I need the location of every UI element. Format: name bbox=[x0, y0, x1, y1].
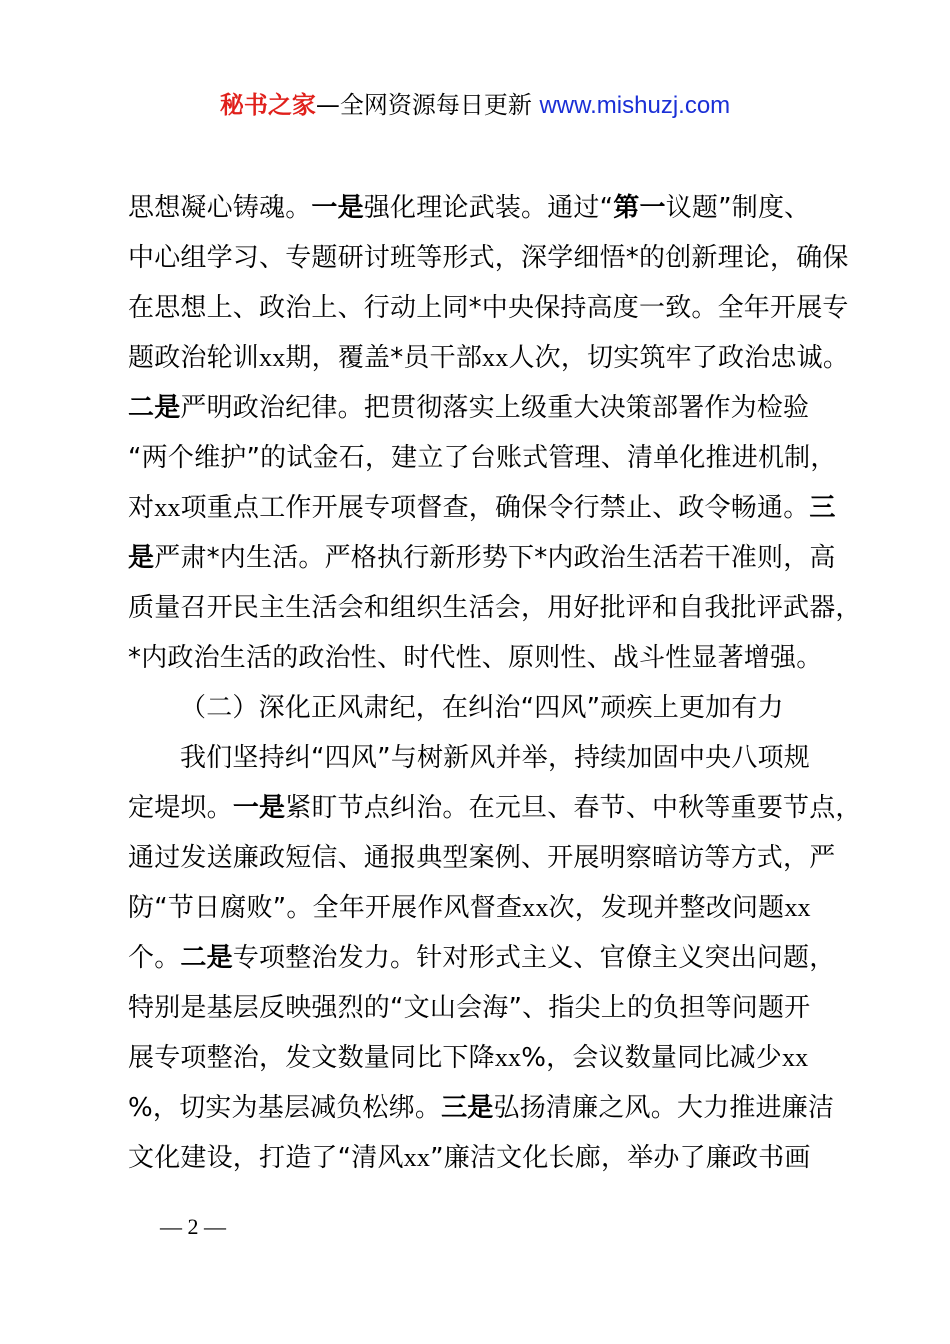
text-line: 定堤坝。一是紧盯节点纠治。在元旦、春节、中秋等重要节点， bbox=[128, 793, 862, 823]
text-line: 质量召开民主生活会和组织生活会，用好批评和自我批评武器， bbox=[128, 593, 862, 623]
text-line: 二是严明政治纪律。把贯彻落实上级重大决策部署作为检验 bbox=[128, 393, 810, 423]
text-line: 题政治轮训xx期，覆盖*员干部xx人次，切实筑牢了政治忠诚。 bbox=[128, 343, 850, 373]
text-line: “两个维护”的试金石，建立了台账式管理、清单化推进机制， bbox=[128, 443, 837, 473]
site-header bbox=[0, 88, 950, 123]
text-line: 是严肃*内生活。严格执行新形势下*内政治生活若干准则，高 bbox=[128, 543, 836, 573]
text-line: 个。二是专项整治发力。针对形式主义、官僚主义突出问题， bbox=[128, 943, 836, 973]
text-line: *内政治生活的政治性、时代性、原则性、战斗性显著增强。 bbox=[128, 643, 823, 673]
document-body bbox=[128, 183, 862, 1183]
text-line: 特别是基层反映强烈的“文山会海”、指尖上的负担等问题开 bbox=[128, 993, 811, 1023]
site-url[interactable]: www.mishuzj.com bbox=[539, 92, 731, 119]
text-line: 展专项整治，发文数量同比下降xx%，会议数量同比减少xx bbox=[128, 1043, 809, 1073]
header-slogan: —全网资源每日更新 bbox=[315, 91, 540, 119]
page-number: — 2 — bbox=[160, 1214, 226, 1239]
text-line: 思想凝心铸魂。一是强化理论武装。通过“第一议题”制度、 bbox=[128, 193, 811, 223]
text-line: 对xx项重点工作开展专项督查，确保令行禁止、政令畅通。三 bbox=[128, 493, 836, 523]
text-line: 中心组学习、专题研讨班等形式，深学细悟*的创新理论，确保 bbox=[128, 243, 849, 273]
text-line: %，切实为基层减负松绑。三是弘扬清廉之风。大力推进廉洁 bbox=[128, 1093, 835, 1123]
brand-name: 秘书之家 bbox=[219, 91, 316, 119]
text-line: 文化建设，打造了“清风xx”廉洁文化长廊，举办了廉政书画 bbox=[128, 1143, 811, 1173]
text-line: 防“节日腐败”。全年开展作风督查xx次，发现并整改问题xx bbox=[128, 893, 811, 923]
text-line: 我们坚持纠“四风”与树新风并举，持续加固中央八项规 bbox=[180, 743, 810, 773]
text-line: 通过发送廉政短信、通报典型案例、开展明察暗访等方式，严 bbox=[128, 843, 836, 873]
section-heading: （二）深化正风肃纪，在纠治“四风”顽疾上更加有力 bbox=[180, 693, 784, 723]
text-line: 在思想上、政治上、行动上同*中央保持高度一致。全年开展专 bbox=[128, 293, 849, 323]
